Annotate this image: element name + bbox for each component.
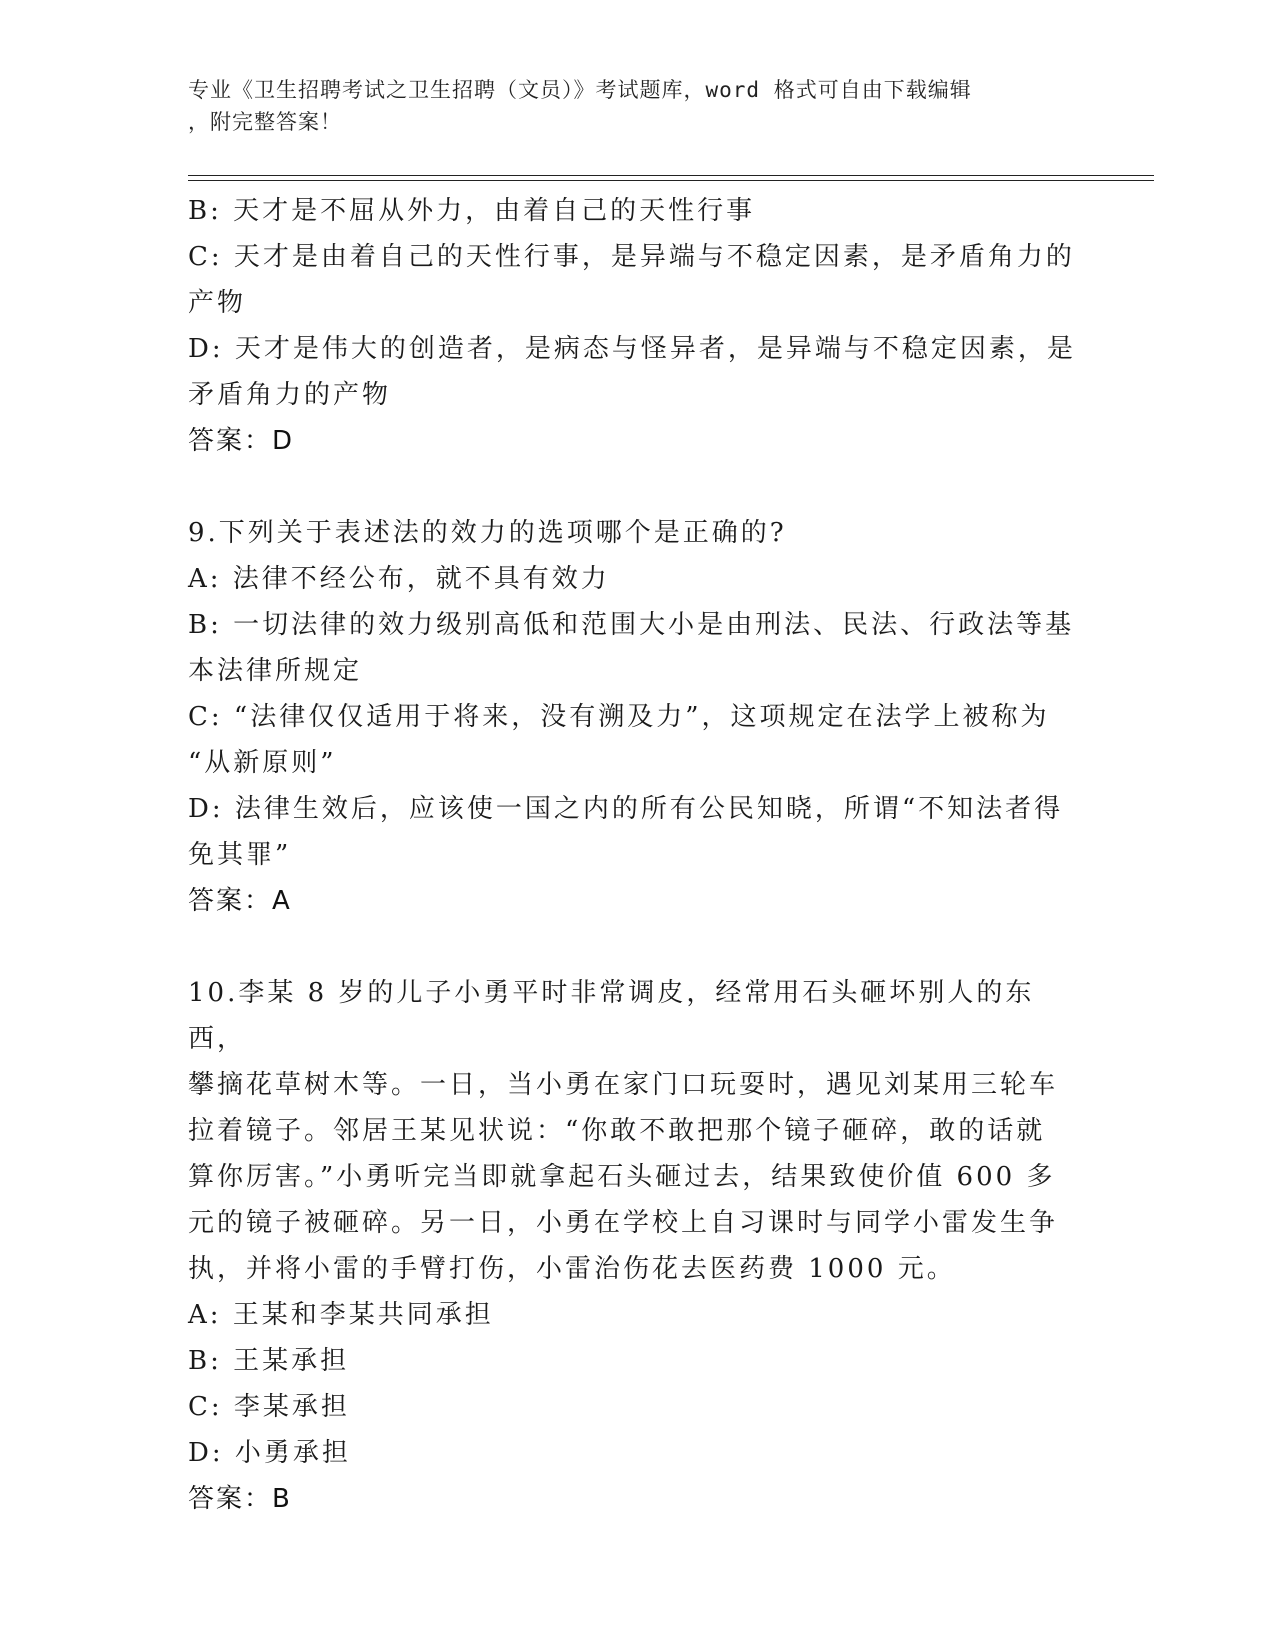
- spacer: [188, 464, 1088, 510]
- option-d: D: 法律生效后，应该使一国之内的所有公民知晓，所谓“不知法者得: [188, 794, 1064, 824]
- header-line-2: ，附完整答案！: [188, 110, 342, 134]
- question-content: [188, 188, 1088, 1522]
- option-c: C: “法律仅仅适用于将来，没有溯及力”，这项规定在法学上被称为: [188, 702, 1050, 732]
- option-c: C: 天才是由着自己的天性行事，是异端与不稳定因素，是矛盾角力的: [188, 242, 1075, 272]
- question-10-block: [188, 970, 1088, 1522]
- question-stem: 9.下列关于表述法的效力的选项哪个是正确的?: [188, 518, 787, 548]
- question-stem-cont: 执，并将小雷的手臂打伤，小雷治伤花去医药费 1000 元。: [188, 1254, 956, 1284]
- question-stem-cont: 拉着镜子。邻居王某见状说：“你敢不敢把那个镜子砸碎，敢的话就: [188, 1116, 1046, 1146]
- question-stem: 10.李某 8 岁的儿子小勇平时非常调皮，经常用石头砸坏别人的东西，: [188, 978, 1035, 1054]
- prev-question-block: [188, 188, 1088, 464]
- option-b: B: 王某承担: [188, 1346, 350, 1376]
- option-b-cont: 本法律所规定: [188, 656, 363, 686]
- option-c: C: 李某承担: [188, 1392, 350, 1422]
- option-c-cont: “从新原则”: [188, 748, 337, 778]
- option-d-cont: 免其罪”: [188, 840, 292, 870]
- option-b: B: 天才是不屈从外力，由着自己的天性行事: [188, 196, 756, 226]
- option-d: D: 小勇承担: [188, 1438, 351, 1468]
- header-line-1: 专业《卫生招聘考试之卫生招聘（文员）》考试题库，word 格式可自由下载编辑: [188, 78, 972, 102]
- option-b: B: 一切法律的效力级别高低和范围大小是由刑法、民法、行政法等基: [188, 610, 1075, 640]
- answer-label: 答案：B: [188, 1484, 292, 1514]
- question-stem-cont: 算你厉害。”小勇听完当即就拿起石头砸过去，结果致使价值 600 多: [188, 1162, 1056, 1192]
- option-d: D: 天才是伟大的创造者，是病态与怪异者，是异端与不稳定因素，是: [188, 334, 1076, 364]
- header-divider-bottom: [188, 180, 1154, 181]
- option-d-cont: 矛盾角力的产物: [188, 380, 392, 410]
- question-9-block: [188, 510, 1088, 924]
- spacer: [188, 924, 1088, 970]
- document-header: [188, 74, 1078, 138]
- header-divider-top: [188, 175, 1154, 176]
- option-a: A: 王某和李某共同承担: [188, 1300, 494, 1330]
- answer-label: 答案：D: [188, 426, 295, 456]
- answer-label: 答案：A: [188, 886, 292, 916]
- option-c-cont: 产物: [188, 288, 247, 318]
- option-a: A: 法律不经公布，就不具有效力: [188, 564, 610, 594]
- question-stem-cont: 元的镜子被砸碎。另一日，小勇在学校上自习课时与同学小雷发生争: [188, 1208, 1059, 1238]
- question-stem-cont: 攀摘花草树木等。一日，当小勇在家门口玩耍时，遇见刘某用三轮车: [188, 1070, 1059, 1100]
